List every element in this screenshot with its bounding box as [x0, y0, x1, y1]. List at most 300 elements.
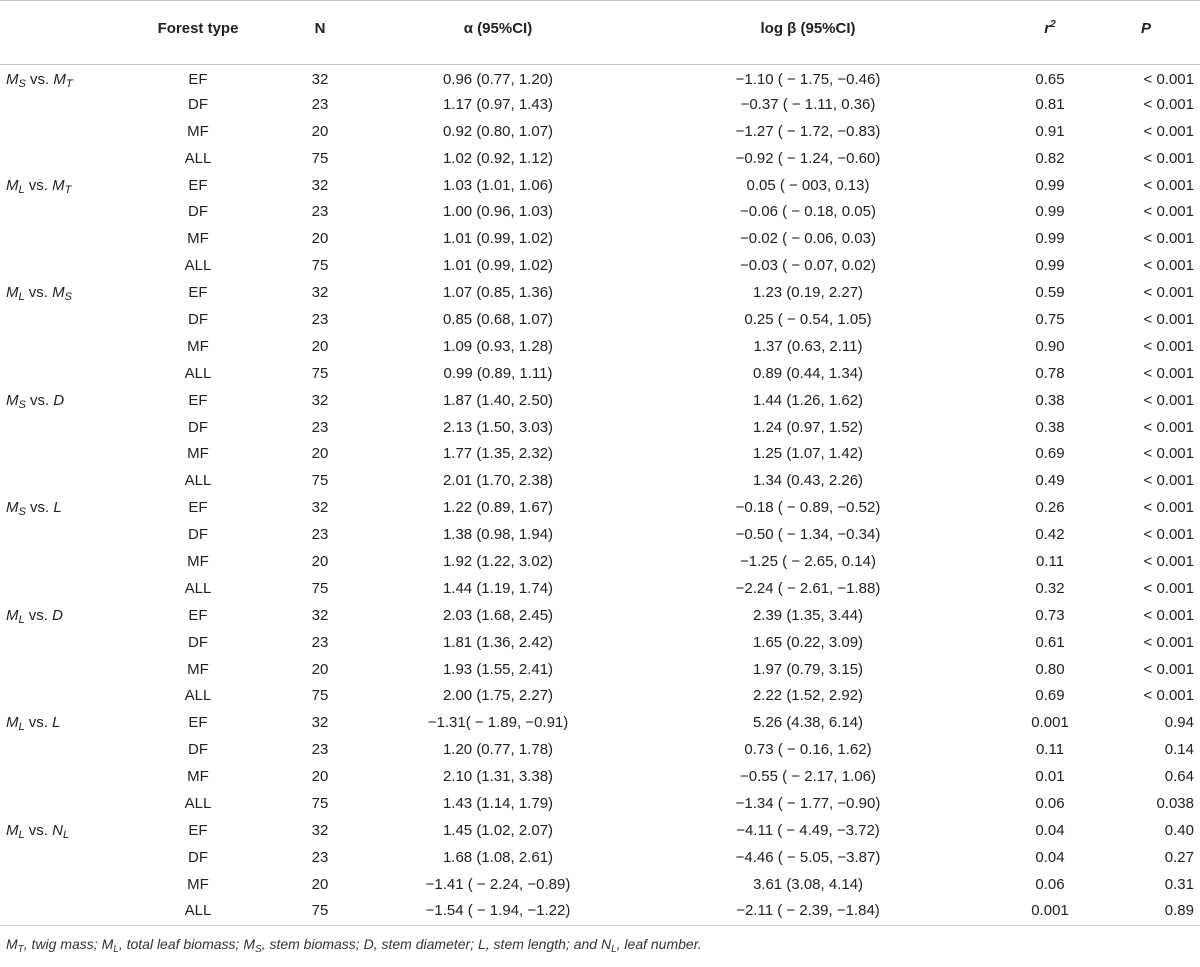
header-r-squared — [1008, 1, 1092, 65]
n-cell: 75 — [311, 687, 329, 705]
alpha-cell: 1.01 (0.99, 1.02) — [442, 257, 554, 275]
footnote-symbol-sub: L — [113, 943, 119, 955]
comparison-cell — [0, 307, 144, 334]
p-value-cell: < 0.001 — [1143, 176, 1194, 194]
r-squared-cell: 0.65 — [1035, 71, 1065, 89]
p-value-cell: < 0.001 — [1143, 149, 1194, 167]
comparison-cell — [0, 65, 144, 92]
r-squared-cell: 0.38 — [1035, 418, 1065, 436]
n-cell: 23 — [311, 203, 329, 221]
log-beta-cell: 1.34 (0.43, 2.26) — [752, 472, 864, 490]
forest-type-cell: DF — [188, 848, 208, 866]
variable-y-base: L — [52, 714, 61, 732]
n-cell: 20 — [311, 875, 329, 893]
forest-type-cell: DF — [188, 741, 208, 759]
table-row — [0, 118, 1200, 145]
p-value-cell: 0.64 — [1164, 768, 1194, 786]
comparison-cell — [0, 441, 144, 468]
log-beta-cell: 0.25 ( − 0.54, 1.05) — [744, 310, 872, 328]
p-value-cell: < 0.001 — [1143, 418, 1194, 436]
n-cell: 32 — [311, 284, 329, 302]
log-beta-cell: 0.73 ( − 0.16, 1.62) — [744, 741, 872, 759]
alpha-cell: 1.92 (1.22, 3.02) — [442, 552, 554, 570]
n-cell: 23 — [311, 848, 329, 866]
r-squared-cell: 0.06 — [1035, 794, 1065, 812]
variable-y-base: M — [52, 176, 65, 194]
r-squared-cell: 0.75 — [1035, 310, 1065, 328]
variable-x-base: M — [6, 284, 19, 302]
p-value-cell: < 0.001 — [1143, 71, 1194, 89]
log-beta-cell: 2.22 (1.52, 2.92) — [752, 687, 864, 705]
forest-type-cell: DF — [188, 418, 208, 436]
p-value-cell: 0.31 — [1164, 875, 1194, 893]
r-squared-cell: 0.06 — [1035, 875, 1065, 893]
comparison-cell — [0, 360, 144, 387]
r-squared-cell: 0.38 — [1035, 391, 1065, 409]
alpha-cell: 1.38 (0.98, 1.94) — [442, 526, 554, 544]
r-squared-cell: 0.99 — [1035, 257, 1065, 275]
log-beta-cell: −0.37 ( − 1.11, 0.36) — [740, 95, 876, 113]
forest-type-cell: ALL — [184, 149, 212, 167]
log-beta-cell: 1.37 (0.63, 2.11) — [753, 337, 863, 355]
table-row — [0, 656, 1200, 683]
vs-text: vs. — [30, 499, 50, 517]
alpha-cell: −1.31( − 1.89, −0.91) — [427, 714, 569, 732]
n-cell: 75 — [252, 898, 388, 925]
comparison-cell — [0, 414, 144, 441]
alpha-cell: 1.17 (0.97, 1.43) — [442, 95, 554, 113]
table-header — [0, 1, 1200, 65]
comparison-cell — [0, 199, 144, 226]
forest-type-cell: ALL — [184, 794, 212, 812]
alpha-cell: 2.01 (1.70, 2.38) — [442, 472, 554, 490]
r-squared-cell: 0.91 — [1035, 122, 1065, 140]
variable-y-sub: L — [62, 828, 70, 841]
r-squared-cell: 0.42 — [1035, 526, 1065, 544]
variable-y-base: L — [53, 499, 62, 517]
table-row — [0, 172, 1200, 199]
forest-type-cell: ALL — [184, 364, 212, 382]
r-squared-cell: 0.04 — [1035, 848, 1065, 866]
table-row — [0, 629, 1200, 656]
n-cell: 75 — [311, 257, 329, 275]
forest-type-cell: EF — [188, 499, 208, 517]
n-cell: 75 — [311, 579, 329, 597]
n-cell: 20 — [311, 445, 329, 463]
footnote-symbol-sub: S — [255, 943, 262, 955]
log-beta-cell: −0.92 ( − 1.24, −0.60) — [735, 149, 881, 167]
variable-x-base: M — [6, 821, 19, 839]
comparison-cell — [0, 226, 144, 253]
log-beta-cell: 2.39 (1.35, 3.44) — [752, 606, 864, 624]
p-value-cell: 0.27 — [1164, 848, 1194, 866]
alpha-cell: 1.77 (1.35, 2.32) — [442, 445, 554, 463]
p-value-cell: 0.40 — [1164, 821, 1194, 839]
p-value-cell: < 0.001 — [1143, 687, 1194, 705]
variable-y-base: M — [53, 71, 66, 89]
footnote-definition: , leaf number. — [616, 935, 702, 952]
alpha-cell: 0.96 (0.77, 1.20) — [442, 71, 554, 89]
header-row — [0, 1, 1200, 65]
alpha-cell: 1.81 (1.36, 2.42) — [442, 633, 554, 651]
log-beta-cell: 5.26 (4.38, 6.14) — [752, 714, 864, 732]
comparison-cell — [0, 791, 144, 818]
vs-text: vs. — [30, 71, 50, 89]
log-beta-cell: 1.65 (0.22, 3.09) — [752, 633, 864, 651]
alpha-cell: 1.43 (1.14, 1.79) — [442, 794, 554, 812]
alpha-cell: 1.68 (1.08, 2.61) — [442, 848, 554, 866]
variable-x-sub: L — [18, 828, 25, 841]
log-beta-cell: 1.23 (0.19, 2.27) — [752, 284, 864, 302]
n-cell: 23 — [311, 310, 329, 328]
table-row — [0, 549, 1200, 576]
r-squared-cell: 0.80 — [1035, 660, 1065, 678]
table-row — [0, 844, 1200, 871]
vs-text: vs. — [28, 284, 48, 302]
p-value-cell: < 0.001 — [1143, 526, 1194, 544]
forest-type-cell: MF — [187, 768, 209, 786]
r-squared-cell: 0.99 — [1035, 230, 1065, 248]
p-value-cell: < 0.001 — [1143, 445, 1194, 463]
table-row — [0, 226, 1200, 253]
comparison-cell — [0, 844, 144, 871]
p-value-cell: < 0.001 — [1143, 552, 1194, 570]
n-cell: 75 — [311, 364, 329, 382]
comparison-cell — [0, 468, 144, 495]
alpha-cell: −1.41 ( − 2.24, −0.89) — [425, 875, 571, 893]
footnote-definition: , stem diameter; — [373, 935, 478, 952]
forest-type-cell: MF — [187, 122, 209, 140]
table-row — [0, 199, 1200, 226]
variable-y-sub: T — [64, 183, 72, 196]
n-cell: 23 — [311, 633, 329, 651]
comparison-cell — [0, 549, 144, 576]
table-row — [0, 387, 1200, 414]
p-value-cell: 0.038 — [1156, 794, 1194, 812]
log-beta-cell: 3.61 (3.08, 4.14) — [752, 875, 864, 893]
variable-x-sub: S — [18, 506, 26, 519]
comparison-cell — [0, 898, 144, 925]
table-row — [0, 522, 1200, 549]
r-squared-cell: 0.90 — [1035, 337, 1065, 355]
log-beta-cell: −0.18 ( − 0.89, −0.52) — [735, 499, 881, 517]
log-beta-cell: 0.89 (0.44, 1.34) — [752, 364, 864, 382]
alpha-cell: 2.13 (1.50, 3.03) — [442, 418, 554, 436]
comparison-cell — [0, 575, 144, 602]
p-value-cell: 0.89 — [1092, 898, 1200, 925]
variable-x-base: M — [6, 391, 19, 409]
n-cell: 23 — [311, 95, 329, 113]
r-squared-cell: 0.59 — [1035, 284, 1065, 302]
variable-x-sub: L — [18, 613, 25, 626]
r-squared-cell: 0.99 — [1035, 203, 1065, 221]
variable-y-base: M — [52, 284, 65, 302]
r-squared-cell: 0.001 — [1008, 898, 1092, 925]
variable-x-base: M — [6, 176, 19, 194]
variable-x-base: M — [6, 714, 19, 732]
p-value-cell: < 0.001 — [1143, 284, 1194, 302]
comparison-cell — [0, 629, 144, 656]
forest-type-cell: MF — [187, 230, 209, 248]
vs-text: vs. — [28, 176, 48, 194]
n-cell: 32 — [311, 176, 329, 194]
table-row — [0, 871, 1200, 898]
p-value-cell: < 0.001 — [1143, 660, 1194, 678]
comparison-cell — [0, 683, 144, 710]
log-beta-cell: −0.03 ( − 0.07, 0.02) — [740, 257, 876, 275]
n-cell: 23 — [311, 741, 329, 759]
comparison-cell — [0, 737, 144, 764]
forest-type-cell: DF — [188, 95, 208, 113]
forest-type-cell: MF — [187, 660, 209, 678]
r-squared-cell: 0.61 — [1035, 633, 1065, 651]
table-row — [0, 817, 1200, 844]
variable-y-sub: S — [64, 291, 72, 304]
forest-type-cell: EF — [188, 176, 208, 194]
log-beta-cell: −0.50 ( − 1.34, −0.34) — [735, 526, 881, 544]
table-row — [0, 737, 1200, 764]
r-squared-cell: 0.01 — [1035, 768, 1065, 786]
alpha-cell: 2.03 (1.68, 2.45) — [442, 606, 554, 624]
n-cell: 75 — [311, 472, 329, 490]
comparison-cell — [0, 602, 144, 629]
n-cell: 20 — [311, 230, 329, 248]
n-cell: 20 — [311, 660, 329, 678]
n-cell: 23 — [311, 526, 329, 544]
variable-y-sub: T — [65, 78, 73, 91]
footnote-definition: , stem biomass; — [261, 935, 364, 952]
n-cell: 20 — [311, 552, 329, 570]
table-row — [0, 468, 1200, 495]
variable-x-base: M — [6, 71, 19, 89]
alpha-cell: 1.44 (1.19, 1.74) — [442, 579, 554, 597]
comparison-cell — [0, 91, 144, 118]
n-cell: 32 — [311, 499, 329, 517]
p-value-cell: < 0.001 — [1143, 122, 1194, 140]
header-alpha: α (95%CI) — [388, 1, 608, 65]
table-row — [0, 333, 1200, 360]
alpha-cell: 1.07 (0.85, 1.36) — [442, 284, 554, 302]
comparison-cell — [0, 172, 144, 199]
alpha-cell: 1.09 (0.93, 1.28) — [442, 337, 554, 355]
forest-type-cell: MF — [187, 875, 209, 893]
alpha-cell: 2.10 (1.31, 3.38) — [442, 768, 554, 786]
r-squared-cell: 0.69 — [1035, 445, 1065, 463]
p-value-cell: < 0.001 — [1143, 95, 1194, 113]
forest-type-cell: ALL — [184, 579, 212, 597]
r-squared-cell: 0.99 — [1035, 176, 1065, 194]
table-row — [0, 791, 1200, 818]
n-cell: 32 — [311, 606, 329, 624]
forest-type-cell: DF — [188, 633, 208, 651]
p-value-cell: < 0.001 — [1143, 337, 1194, 355]
alpha-cell: 0.99 (0.89, 1.11) — [443, 364, 553, 382]
forest-type-cell: ALL — [184, 472, 212, 490]
alpha-cell: −1.54 ( − 1.94, −1.22) — [388, 898, 608, 925]
vs-text: vs. — [28, 606, 48, 624]
comparison-cell — [0, 871, 144, 898]
table-row — [0, 495, 1200, 522]
n-cell: 20 — [311, 768, 329, 786]
log-beta-cell: −0.55 ( − 2.17, 1.06) — [740, 768, 876, 786]
forest-type-cell: ALL — [144, 898, 252, 925]
alpha-cell: 2.00 (1.75, 2.27) — [442, 687, 554, 705]
comparison-cell — [0, 764, 144, 791]
r-squared-cell: 0.11 — [1035, 552, 1065, 570]
n-cell: 75 — [311, 149, 329, 167]
p-value-cell: < 0.001 — [1143, 257, 1194, 275]
table-row — [0, 280, 1200, 307]
log-beta-cell: 0.05 ( − 003, 0.13) — [746, 176, 870, 194]
forest-type-cell: DF — [188, 203, 208, 221]
log-beta-cell: −1.34 ( − 1.77, −0.90) — [735, 794, 881, 812]
log-beta-cell: 1.97 (0.79, 3.15) — [752, 660, 864, 678]
log-beta-cell: −4.46 ( − 5.05, −3.87) — [735, 848, 881, 866]
log-beta-cell: −2.24 ( − 2.61, −1.88) — [735, 579, 881, 597]
r-squared-cell: 0.26 — [1035, 499, 1065, 517]
variable-x-sub: L — [18, 721, 25, 734]
header-r2-exp: 2 — [1050, 19, 1056, 30]
alpha-cell: 1.02 (0.92, 1.12) — [442, 149, 554, 167]
variable-x-sub: S — [18, 398, 26, 411]
log-beta-cell: 1.44 (1.26, 1.62) — [752, 391, 864, 409]
vs-text: vs. — [30, 391, 50, 409]
forest-type-cell: MF — [187, 552, 209, 570]
table-row — [0, 414, 1200, 441]
r-squared-cell: 0.82 — [1035, 149, 1065, 167]
table-row — [0, 91, 1200, 118]
footnote-symbol-base: L — [477, 935, 486, 952]
variable-x-sub: L — [18, 291, 25, 304]
header-r2-base: r — [1044, 20, 1051, 37]
table-row — [0, 710, 1200, 737]
footnote-symbol-base: D — [363, 935, 374, 952]
p-value-cell: < 0.001 — [1143, 391, 1194, 409]
variable-x-sub: L — [18, 183, 25, 196]
forest-type-cell: EF — [188, 284, 208, 302]
variable-x-base: M — [6, 606, 19, 624]
variable-x-base: M — [6, 499, 19, 517]
r-squared-cell: 0.73 — [1035, 606, 1065, 624]
log-beta-cell: −1.25 ( − 2.65, 0.14) — [740, 552, 876, 570]
log-beta-cell: −0.02 ( − 0.06, 0.03) — [740, 230, 876, 248]
table-row — [0, 683, 1200, 710]
table-row — [0, 441, 1200, 468]
forest-type-cell: MF — [187, 445, 209, 463]
vs-text: vs. — [28, 821, 48, 839]
table-row — [0, 307, 1200, 334]
forest-type-cell: DF — [188, 310, 208, 328]
comparison-cell — [0, 145, 144, 172]
footnote-definition: , twig mass; — [23, 935, 102, 952]
log-beta-cell: 1.25 (1.07, 1.42) — [752, 445, 864, 463]
footnote-definition: , total leaf biomass; — [118, 935, 244, 952]
n-cell: 32 — [311, 71, 329, 89]
n-cell: 32 — [311, 714, 329, 732]
alpha-cell: 1.87 (1.40, 2.50) — [442, 391, 554, 409]
alpha-cell: 1.00 (0.96, 1.03) — [442, 203, 554, 221]
n-cell: 32 — [311, 391, 329, 409]
n-cell: 75 — [311, 794, 329, 812]
forest-type-cell: ALL — [184, 257, 212, 275]
p-value-cell: < 0.001 — [1143, 310, 1194, 328]
n-cell: 20 — [311, 337, 329, 355]
alpha-cell: 0.92 (0.80, 1.07) — [442, 122, 554, 140]
table-row — [0, 898, 1200, 925]
log-beta-cell: −1.27 ( − 1.72, −0.83) — [735, 122, 881, 140]
p-value-cell: < 0.001 — [1143, 633, 1194, 651]
forest-type-cell: EF — [188, 714, 208, 732]
footnote-symbol-sub: L — [611, 943, 617, 955]
p-value-cell: 0.94 — [1164, 714, 1194, 732]
comparison-cell — [0, 118, 144, 145]
footnote-symbol-sub: T — [17, 943, 24, 955]
p-value-cell: < 0.001 — [1143, 499, 1194, 517]
alpha-cell: 1.20 (0.77, 1.78) — [442, 741, 554, 759]
log-beta-cell: 1.24 (0.97, 1.52) — [752, 418, 864, 436]
table-row — [0, 764, 1200, 791]
footnote-symbol-base: M — [243, 935, 255, 952]
n-cell: 23 — [311, 418, 329, 436]
log-beta-cell: −2.11 ( − 2.39, −1.84) — [608, 898, 1008, 925]
comparison-cell — [0, 333, 144, 360]
table-row — [0, 575, 1200, 602]
variable-y-base: N — [52, 821, 63, 839]
table-row — [0, 253, 1200, 280]
header-n: N — [252, 1, 388, 65]
forest-type-cell: EF — [188, 391, 208, 409]
log-beta-cell: −0.06 ( − 0.18, 0.05) — [740, 203, 876, 221]
p-value-cell: 0.14 — [1164, 741, 1194, 759]
log-beta-cell: −4.11 ( − 4.49, −3.72) — [736, 821, 880, 839]
log-beta-cell: −1.10 ( − 1.75, −0.46) — [735, 71, 881, 89]
forest-type-cell: ALL — [184, 687, 212, 705]
comparison-cell — [0, 710, 144, 737]
p-value-cell: < 0.001 — [1143, 230, 1194, 248]
forest-type-cell: EF — [188, 71, 208, 89]
comparison-cell — [0, 656, 144, 683]
header-log-beta: log β (95%CI) — [608, 1, 1008, 65]
r-squared-cell: 0.32 — [1035, 579, 1065, 597]
r-squared-cell: 0.001 — [1031, 714, 1069, 732]
r-squared-cell: 0.49 — [1035, 472, 1065, 490]
alpha-cell: 1.93 (1.55, 2.41) — [442, 660, 554, 678]
table-row — [0, 360, 1200, 387]
header-p: P — [1092, 1, 1200, 65]
p-value-cell: < 0.001 — [1143, 472, 1194, 490]
comparison-cell — [0, 387, 144, 414]
footnote-symbol-base: M — [6, 935, 18, 952]
alpha-cell: 0.85 (0.68, 1.07) — [442, 310, 554, 328]
comparison-cell — [0, 495, 144, 522]
p-value-cell: < 0.001 — [1143, 606, 1194, 624]
vs-text: vs. — [28, 714, 48, 732]
table-body — [0, 65, 1200, 926]
footnote-symbol-base: N — [600, 935, 612, 952]
p-value-cell: < 0.001 — [1143, 364, 1194, 382]
r-squared-cell: 0.04 — [1035, 821, 1065, 839]
p-value-cell: < 0.001 — [1143, 579, 1194, 597]
forest-type-cell: MF — [187, 337, 209, 355]
forest-type-cell: EF — [188, 821, 208, 839]
r-squared-cell: 0.78 — [1035, 364, 1065, 382]
variable-y-base: D — [52, 606, 63, 624]
table-footnote — [0, 934, 1200, 954]
alpha-cell: 1.45 (1.02, 2.07) — [442, 821, 554, 839]
n-cell: 20 — [311, 122, 329, 140]
comparison-cell — [0, 280, 144, 307]
r-squared-cell: 0.69 — [1035, 687, 1065, 705]
